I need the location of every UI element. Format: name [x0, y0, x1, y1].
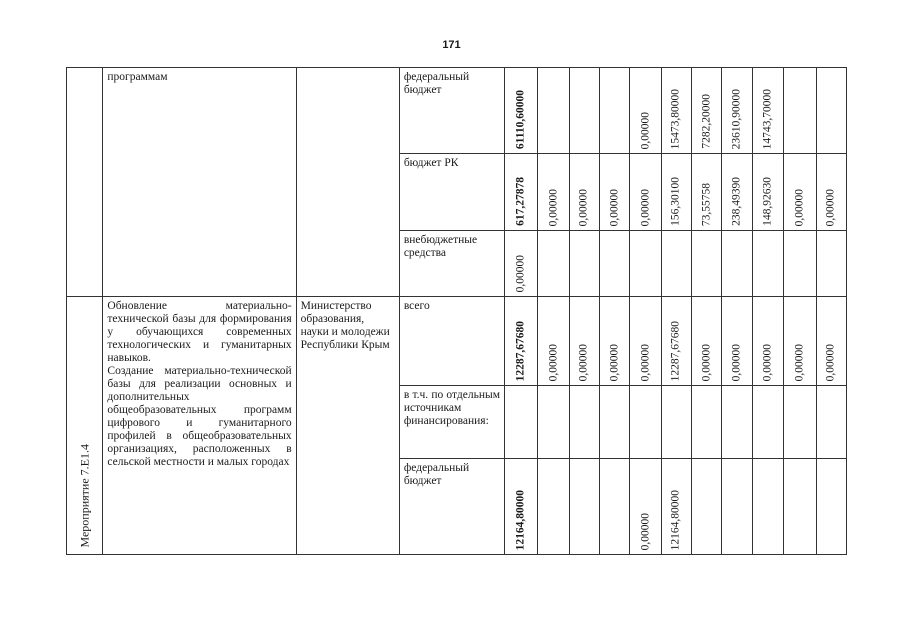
year-value: 156,30100 [669, 177, 682, 226]
year-cell [722, 459, 752, 555]
funding-source-label: федеральный бюджет [403, 71, 470, 96]
year-value: 0,00000 [824, 188, 837, 226]
description-text: Обновление материально-технической базы для формирования у обучающихся современных технологических и гуманитарных навыков. [107, 300, 292, 364]
year-cell [692, 297, 722, 386]
total-value: 0,00000 [514, 254, 527, 292]
year-cell [784, 231, 816, 297]
year-value: 7282,20000 [700, 94, 713, 149]
year-cell [722, 231, 752, 297]
year-cell [630, 68, 661, 154]
year-cell [692, 386, 722, 459]
year-value: 15473,80000 [669, 88, 682, 149]
year-value: 0,00000 [639, 343, 652, 381]
funding-source-label: внебюджетные средства [403, 234, 478, 259]
year-cell [722, 154, 752, 231]
year-cell [661, 297, 691, 386]
year-value: 14743,70000 [761, 88, 774, 149]
measure-label-cell [67, 68, 103, 297]
year-cell [752, 154, 783, 231]
year-cell [722, 68, 752, 154]
year-value: 0,00000 [547, 343, 560, 381]
total-cell [505, 154, 538, 231]
year-value: 238,49390 [730, 177, 743, 226]
year-cell [692, 231, 722, 297]
description-cell [103, 297, 296, 555]
year-value: 0,00000 [608, 188, 621, 226]
description-cell [103, 68, 296, 297]
executor-cell [296, 297, 399, 555]
year-cell [752, 68, 783, 154]
year-cell [600, 154, 630, 231]
description-text: Создание материально-технической базы для реализации основных и дополнительных общеобразовательных программ цифрового и гуманитарного профилей в общеобразовательных организациях, расположенных в сельской местности и малых городах [107, 365, 292, 468]
year-value: 12287,67680 [669, 320, 682, 381]
year-value: 0,00000 [639, 188, 652, 226]
year-cell [816, 386, 846, 459]
funding-source-cell [399, 386, 504, 459]
year-cell [569, 231, 599, 297]
year-value: 0,00000 [577, 343, 590, 381]
year-cell [630, 297, 661, 386]
year-cell [722, 386, 752, 459]
year-cell [569, 386, 599, 459]
year-value: 0,00000 [793, 343, 806, 381]
funding-source-cell [399, 297, 504, 386]
year-cell [784, 68, 816, 154]
year-cell [661, 68, 691, 154]
year-value: 0,00000 [547, 188, 560, 226]
year-cell [630, 231, 661, 297]
funding-source-cell [399, 154, 504, 231]
total-value: 12287,67680 [514, 320, 527, 381]
year-cell [661, 459, 691, 555]
year-value: 0,00000 [639, 111, 652, 149]
year-value: 0,00000 [700, 343, 713, 381]
total-cell [505, 68, 538, 154]
year-cell [630, 386, 661, 459]
funding-source-label: в т.ч. по отдельным источникам финансирования: [403, 389, 501, 427]
funding-source-label: федеральный бюджет [403, 462, 470, 487]
year-cell [784, 297, 816, 386]
funding-source-cell [399, 459, 504, 555]
funding-source-label: всего [403, 300, 430, 312]
year-cell [569, 459, 599, 555]
funding-source-cell [399, 231, 504, 297]
year-cell [538, 231, 569, 297]
year-cell [661, 231, 691, 297]
year-cell [600, 231, 630, 297]
year-value: 0,00000 [639, 512, 652, 550]
total-cell [505, 459, 538, 555]
year-cell [722, 297, 752, 386]
measure-label: Мероприятие 7.Е1.4 [77, 444, 92, 548]
year-cell [538, 297, 569, 386]
total-value: 61110,60000 [514, 89, 527, 149]
year-cell [816, 231, 846, 297]
year-value: 0,00000 [761, 343, 774, 381]
table-row [67, 68, 847, 154]
year-cell [600, 68, 630, 154]
year-value: 12164,80000 [669, 489, 682, 550]
year-value: 0,00000 [730, 343, 743, 381]
executor-text: Министерство образования, науки и молодежи Республики Крым [300, 300, 390, 351]
year-cell [569, 297, 599, 386]
total-value: 12164,80000 [514, 489, 527, 550]
year-cell [692, 459, 722, 555]
page-number: 171 [442, 39, 461, 51]
funding-source-label: бюджет РК [403, 157, 459, 169]
year-cell [692, 154, 722, 231]
year-cell [661, 386, 691, 459]
year-cell [600, 297, 630, 386]
year-cell [600, 386, 630, 459]
description-text: программам [107, 71, 168, 83]
total-cell [505, 386, 538, 459]
total-cell [505, 297, 538, 386]
measure-label-cell [67, 297, 103, 555]
year-value: 0,00000 [608, 343, 621, 381]
total-cell [505, 231, 538, 297]
budget-table [66, 67, 847, 555]
year-cell [661, 154, 691, 231]
year-value: 73,55758 [700, 182, 713, 226]
total-value: 617,27878 [514, 177, 527, 226]
year-cell [752, 459, 783, 555]
year-value: 148,92630 [761, 177, 774, 226]
year-cell [569, 154, 599, 231]
year-cell [784, 154, 816, 231]
year-cell [538, 459, 569, 555]
year-value: 0,00000 [577, 188, 590, 226]
year-cell [630, 154, 661, 231]
year-cell [569, 68, 599, 154]
year-cell [692, 68, 722, 154]
year-cell [538, 154, 569, 231]
year-cell [784, 386, 816, 459]
year-cell [538, 68, 569, 154]
year-cell [816, 154, 846, 231]
year-cell [784, 459, 816, 555]
year-cell [600, 459, 630, 555]
year-cell [752, 231, 783, 297]
year-cell [630, 459, 661, 555]
year-cell [538, 386, 569, 459]
funding-source-cell [399, 68, 504, 154]
table-row [67, 297, 847, 386]
year-cell [816, 68, 846, 154]
year-value: 0,00000 [793, 188, 806, 226]
executor-cell [296, 68, 399, 297]
year-cell [816, 459, 846, 555]
year-cell [752, 386, 783, 459]
year-cell [816, 297, 846, 386]
year-value: 23610,90000 [730, 88, 743, 149]
year-cell [752, 297, 783, 386]
year-value: 0,00000 [824, 343, 837, 381]
